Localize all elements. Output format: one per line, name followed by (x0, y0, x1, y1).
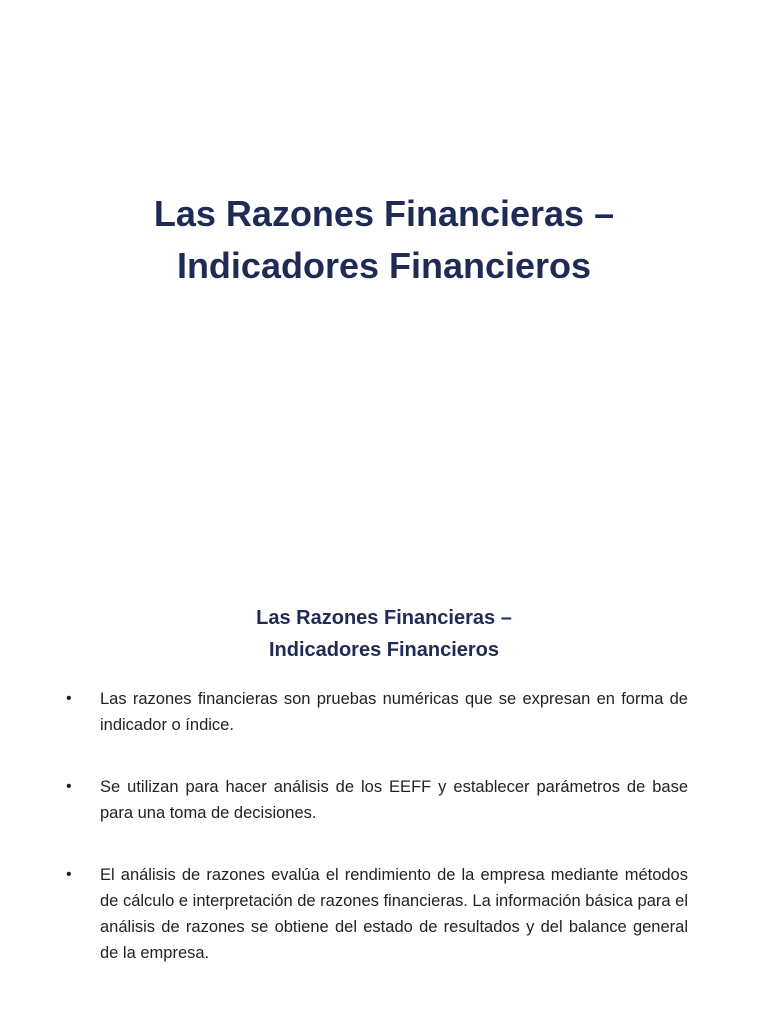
title-line-2: Indicadores Financieros (176, 245, 592, 286)
bullet-list (62, 686, 688, 966)
bullet-text: Las razones financieras son pruebas numéricas que se expresan en forma de indicador o índice. (100, 690, 688, 734)
list-item (62, 774, 688, 826)
bullet-icon: • (66, 690, 72, 707)
bullet-text: El análisis de razones evalúa el rendimiento de la empresa mediante métodos de cálculo e interpretación de razones financieras. La información básica para el análisis de razones se obtiene del estado de resultados y del balance general de la empresa. (100, 866, 688, 962)
content-slide-heading (100, 602, 668, 666)
list-item (62, 862, 688, 966)
slide-content (0, 512, 768, 1024)
bullet-text: Se utilizan para hacer análisis de los EEFF y establecer parámetros de base para una toma de decisiones. (100, 778, 688, 822)
list-item (62, 686, 688, 738)
slide-title-heading (60, 188, 708, 292)
title-line-1: Las Razones Financieras – (153, 193, 615, 234)
content-title-line-1: Las Razones Financieras – (256, 607, 512, 629)
content-title-line-2: Indicadores Financieros (268, 639, 500, 661)
bullet-icon: • (66, 778, 72, 795)
bullet-icon: • (66, 866, 72, 883)
